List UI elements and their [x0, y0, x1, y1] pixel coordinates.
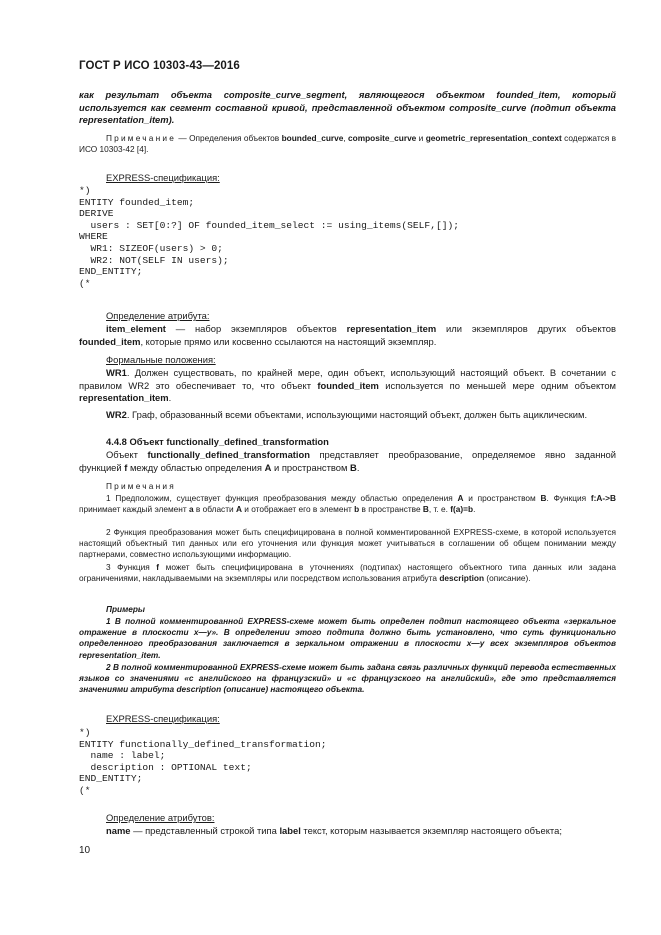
attr-ref: founded_item	[79, 335, 141, 347]
note-var: A	[235, 504, 242, 515]
note-text: и отображает его в элемент	[241, 504, 355, 515]
note-label: Примечание	[106, 133, 177, 143]
rule-ref: founded_item	[317, 379, 379, 391]
code-line: WR1: SIZEOF(users) > 0;	[79, 242, 223, 254]
attr-ref: representation_item	[346, 323, 437, 334]
section-ref: functionally_defined_transformation	[147, 449, 310, 460]
section-text: Объект	[106, 449, 148, 460]
code-line: (*	[79, 277, 91, 289]
code-line: END_ENTITY;	[79, 266, 143, 278]
rule-label: WR2	[106, 409, 127, 420]
note-sep: ,	[343, 133, 349, 143]
express-spec-heading: EXPRESS-спецификация:	[106, 172, 220, 183]
attr-text: или экземпляров других объектов	[436, 323, 616, 334]
express-code-block-2	[79, 727, 327, 797]
attr-name: item_element	[106, 323, 166, 334]
formal-propositions-heading: Формальные положения:	[106, 354, 216, 365]
section-var: B	[350, 461, 357, 473]
rule-label: WR1	[106, 367, 127, 378]
code-line: *)	[79, 727, 91, 738]
note-item-2: 2 Функция преобразования может быть специфицирована в полной комментированной EXPRESS-схеме, в которой используется настоящий объектный тип данных или его уточнения или функция может учитываться в соглашении об общем понимании между партнерами, совместно использующими информацию.	[79, 527, 616, 560]
attributes-definition-heading: Определение атрибутов:	[106, 812, 215, 823]
code-line: users : SET[0:?] OF founded_item_select := using_items(SELF,[]);	[79, 219, 459, 231]
note-text: 1 Предположим, существует функция преобразования между областью определения	[106, 493, 458, 503]
note-var: f:A->B	[590, 493, 616, 503]
rule-wr1-paragraph	[79, 367, 616, 405]
note-var: f(a)=b	[450, 504, 474, 515]
code-line: WR2: NOT(SELF IN users);	[79, 254, 229, 266]
example-item-2: 2 В полной комментированной EXPRESS-схеме может быть задана связь различных функций перевода естественных языков со значениями «с английского на французский» и «с французского на английский», где это представляется значениями атрибута description (описание) настоящего объекта.	[79, 662, 616, 695]
attr-text: — набор экземпляров объектов	[165, 323, 347, 334]
section-intro-paragraph	[79, 449, 616, 474]
section-var: A	[264, 461, 272, 473]
section-heading: 4.4.8 Объект functionally_defined_transformation	[106, 436, 329, 447]
note-text: принимает каждый элемент	[79, 504, 189, 515]
note-text: содержатся в ИСО 10303-42 [4].	[79, 133, 616, 155]
attribute-definition-heading: Определение атрибута:	[106, 310, 210, 321]
note-text: .	[473, 504, 476, 515]
express-spec-heading-2: EXPRESS-спецификация:	[106, 713, 220, 724]
rule-ref: representation_item	[79, 392, 169, 404]
note-var: b	[354, 504, 360, 515]
note-var: a	[188, 504, 194, 515]
code-line: WHERE	[79, 231, 108, 243]
rule-text: .	[168, 392, 172, 404]
section-text: .	[356, 461, 360, 473]
note-text: (описание).	[484, 573, 531, 584]
examples-heading: Примеры	[106, 604, 146, 614]
attribute-name-paragraph	[79, 825, 616, 838]
attr-text: — представленный строкой типа	[130, 825, 280, 836]
note-text: . Функция	[546, 493, 591, 503]
code-line: name : label;	[79, 750, 166, 762]
note-var: B	[540, 493, 547, 503]
note-text: в области	[193, 504, 236, 515]
note-paragraph	[79, 133, 616, 155]
code-line: DERIVE	[79, 208, 114, 220]
rule-text: . Должен существовать, по крайней мере, один объект, использующий настоящий объект. В сочетании с правилом WR2 это обеспечивает то, что объект	[79, 367, 616, 391]
attr-text: , которые прямо или косвенно ссылаются на настоящий экземпляр.	[140, 335, 437, 347]
section-text: представляет преобразование, определяемое явно заданной функцией	[79, 449, 616, 473]
note-item-1	[79, 493, 616, 515]
code-line: END_ENTITY;	[79, 773, 143, 785]
notes-label: Примечания	[106, 481, 176, 491]
document-header-title: ГОСТ Р ИСО 10303-43—2016	[79, 60, 240, 72]
note-text: в пространстве	[359, 504, 423, 515]
code-line: description : OPTIONAL text;	[79, 761, 252, 773]
code-line: ENTITY functionally_defined_transformation;	[79, 738, 327, 750]
note-ref-bounded-curve: bounded_curve	[281, 133, 344, 143]
attribute-definition-paragraph	[79, 323, 616, 348]
note-var: A	[457, 493, 464, 503]
note-text: , т. е.	[428, 504, 451, 515]
note-var: f	[156, 562, 160, 572]
code-line: (*	[79, 784, 91, 796]
section-text: и пространством	[271, 461, 351, 473]
note-text: 3 Функция	[106, 562, 157, 572]
note-text: может быть специфицирована в уточнениях (подтипах) настоящего объектного типа данных или задана ограничениями, накладываемыми на экземпляры или посредством использования атрибута	[79, 562, 616, 584]
attr-text: текст, которым называется экземпляр настоящего объекта;	[300, 825, 562, 836]
code-line: ENTITY founded_item;	[79, 196, 195, 208]
continuation-paragraph: как результат объекта composite_curve_segment, являющегося объектом founded_item, который используется как сегмент составной кривой, представленной объектом composite_curve (подтип объекта representation_item).	[79, 89, 616, 126]
note-item-3	[79, 562, 616, 584]
rule-text: используется по меньшей мере одним объектом	[378, 379, 617, 391]
note-text: — Определения объектов	[178, 133, 282, 143]
attr-name: name	[106, 825, 131, 836]
section-text: между областью определения	[127, 461, 265, 473]
section-var: f	[124, 461, 128, 473]
attr-ref: label	[279, 825, 301, 836]
rule-wr2-paragraph	[79, 409, 616, 422]
page-number: 10	[79, 845, 91, 856]
note-var: description	[439, 573, 485, 584]
code-line: *)	[79, 185, 91, 196]
express-code-block	[79, 185, 459, 289]
example-item-1: 1 В полной комментированной EXPRESS-схеме может быть определен подтип настоящего объекта «зеркальное отражение в плоскости x—y». В определении этого подтипа должно быть установлено, что суть функционально определенного преобразования заключается в зеркальном отражении в плоскости x—y всех экземпляров объектов representation_item.	[79, 616, 616, 660]
rule-text: . Граф, образованный всеми объектами, использующими настоящий объект, должен быть ациклическим.	[126, 409, 588, 420]
note-text: и пространством	[463, 493, 541, 503]
note-ref-composite-curve: composite_curve	[348, 133, 417, 143]
note-var: B	[422, 504, 429, 515]
note-sep: и	[416, 133, 426, 143]
note-ref-geometric-context: geometric_representation_context	[425, 133, 562, 143]
